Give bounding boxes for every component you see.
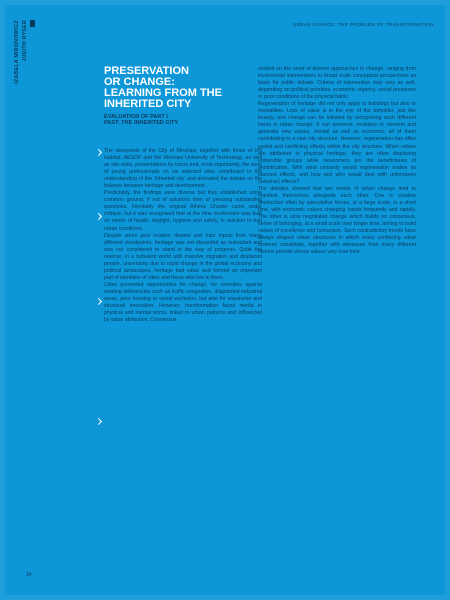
page-number: 34	[26, 572, 32, 578]
right-column	[258, 66, 416, 256]
title-line-1: PRESERVATION	[104, 65, 189, 77]
paragraph: existed on the need of diverse approaches to change, ranging from incremental interventions to broad scale conceptual perspectives as basis for public debate. Criteria of intervention may vary as well, depending on political priorities, economic urgency, social pressures or poor conditions of the physical fabric.	[258, 66, 416, 101]
subtitle-line-1: EVALUATION OF PART I	[104, 114, 168, 120]
title-block	[104, 66, 224, 126]
title-line-3: LEARNING FROM THE	[104, 87, 222, 99]
author-name-1: IZABELA MIRONOWICZ	[14, 20, 20, 84]
paragraph: The viewpoints of the City of Wroclaw, together with those of UN Habitat, AESOP and the Wroclaw University of Technology, as well as site visits, presentations by tutors and, most importantly, the work of young professionals on six selected sites contributed to the understanding of the 'inherited city' and animated the debate on the balance between heritage and development.	[104, 148, 262, 190]
side-marker	[30, 20, 35, 27]
title-line-4: INHERITED CITY	[104, 98, 192, 110]
left-column	[104, 148, 262, 324]
paragraph: Predictably, the findings were diverse but they established some common ground, if not of solutions then of pressing outstanding questions. Inevitably the original Athens Charter came under critique, but it was recognised that at the time modernism was built on needs of health, daylight, hygiene and safety, in reaction to bad urban conditions.	[104, 190, 262, 232]
page-subtitle	[104, 114, 224, 126]
author-name-2: JUDITH RYSER	[22, 20, 28, 62]
side-authors	[14, 20, 28, 170]
paragraph: The debates showed that two trends of urban change tend to manifest themselves alongside each other. One is creative destruction often by speculative forces, at a large scale, in a short time, with economic values changing hands frequently and rapidly. The other is slow negotiated change which builds on consensus, sense of belonging, at a small scale over longer time, aiming to build values of excellence and humanism. Such contradictory trends have always shaped urban structures in which many conflicting value systems cohabitate, together with witnesses from many different historic periods whose values vary over time.	[258, 185, 416, 256]
paragraph: Cities presented opportunities for change, for remedies against existing deficiencies such as traffic congestion, dilapidated industrial areas, poor housing or social exclusion, but also for expansion and structural innovation. However, transformation faced inertia in physical and mental terms, linked to urban patterns and influenced by value attribution. Consensus	[104, 281, 262, 324]
running-header: URBAN CHANGE: THE PROBLEM OF TRANSFORMATION	[292, 22, 434, 27]
paragraph: Despite some post modern dissent and tutor inputs from many different standpoints, heritage was not discarded as redundant and was not considered to stand in the way of progress. Quite the reverse, in a turbulent world with massive migration and displaced people, uncertainty due to rapid change in the global economy and political landscapes, heritage had value and formed an important part of identities of cities and those who live in them.	[104, 232, 262, 281]
paragraph: Regeneration of heritage did not only apply to buildings but also to mentalities. Loss of value is in the eye of the beholder, just like beauty, and change can be initiated by recognising such different forms in urban change. It can preserve, revitalise or reinvent and generate new values, mental as well as economic, all of them contributing to a new city structure. However, regeneration has often partial and conflicting effects within the city structure. When values are attributed to physical heritage, they are often displacing vulnerable groups while newcomers are the beneficiaries of gentrification. With what certainty would regeneration realise its planned effects, and how and who would deal with unforeseen (adverse) effects?	[258, 101, 416, 185]
subtitle-line-2: PAST: THE INHERITED CITY	[104, 120, 179, 127]
page-title	[104, 66, 224, 110]
title-line-2: OR CHANGE:	[104, 76, 175, 88]
